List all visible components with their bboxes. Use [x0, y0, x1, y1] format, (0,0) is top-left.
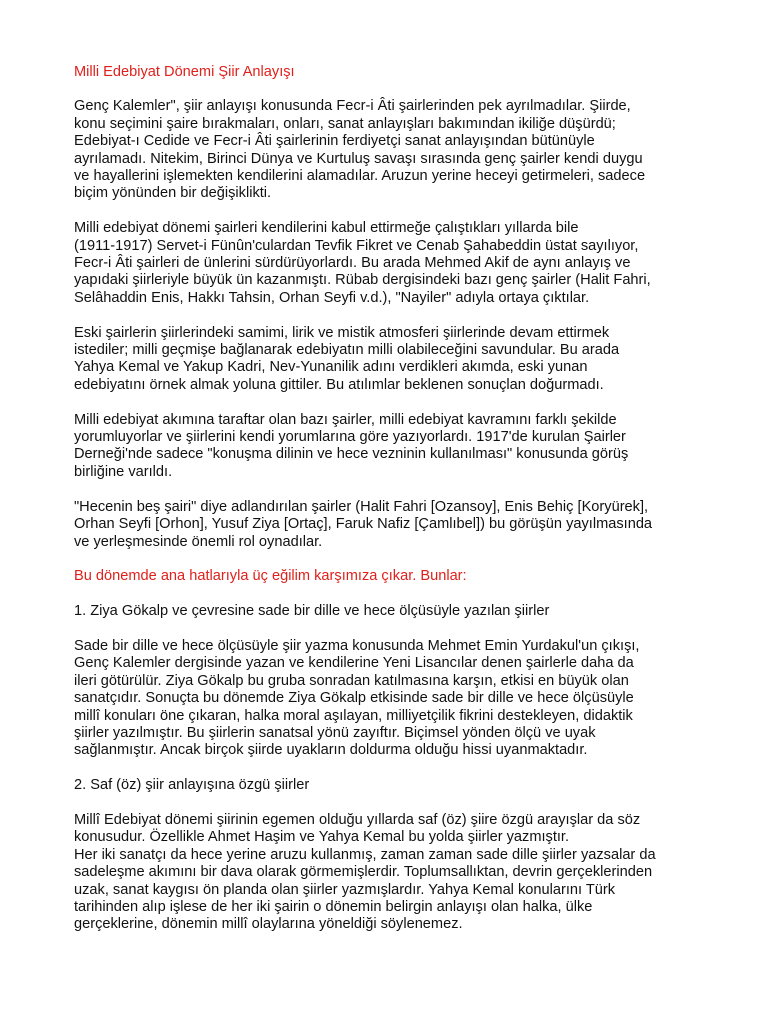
trend-1-body: Sade bir dille ve hece ölçüsüyle şiir yazma konusunda Mehmet Emin Yurdakul'un çıkışı, Genç Kalemler dergisinde yazan ve kendilerine Yeni Lisancılar denen şairlerle daha da ileri götürülür. Ziya Gökalp bu gruba sonradan katılmasına karşın, etkisi en büyük olan sanatçıdır. Sonuçta bu dönemde Ziya Gökalp etkisinde sade bir dille ve hece ölçüsüyle millî konuları öne çıkaran, halka moral aşılayan, milliyetçilik fikrini destekleyen, didaktik şiirler yazılmıştır. Bu şiirlerin sanatsal yönü zayıftır. Biçimsel yönden ölçü ve uyak sağlanmıştır. Ancak birçok şiirde uyakların doldurma olduğu hissi uyanmaktadır. [74, 637, 640, 759]
paragraph-1: Genç Kalemler", şiir anlayışı konusunda Fecr-i Âti şairlerinden pek ayrılmadılar. Şiirde, konu seçimini şaire bırakmaları, onları, sanat anlayışları bakımından ikiliğe düşürdü; Edebiyat-ı Cedide ve Fecr-i Âti şairlerinin ferdiyetçi sanat anlayışından bütünüyle ayrılamadı. Nitekim, Birinci Dünya ve Kurtuluş savaşı sırasında genç şairler kendi duygu ve hayallerini işlemekten kendilerini alamadılar. Aruzun yerine heceyi getirmeleri, sadece biçim yönünden bir değişiklikti. [74, 98, 646, 202]
paragraph-5: "Hecenin beş şairi" diye adlandırılan şairler (Halit Fahri [Ozansoy], Enis Behiç [Koryürek], Orhan Seyfi [Orhon], Yusuf Ziya [Ortaç], Faruk Nafiz [Çamlıbel]) bu görüşün yayılmasında ve yerleşmesinde önemli rol oynadılar. [74, 498, 653, 550]
document-title: Milli Edebiyat Dönemi Şiir Anlayışı [74, 64, 295, 80]
trend-1-heading: 1. Ziya Gökalp ve çevresine sade bir dille ve hece ölçüsüyle yazılan şiirler [74, 603, 550, 620]
paragraph-3: Eski şairlerin şiirlerindeki samimi, lirik ve mistik atmosferi şiirlerinde devam ettirmek istediler; milli geçmişe bağlanarak edebiyatın milli olabileceğini savundular. Bu arada Yahya Kemal ve Yakup Kadri, Nev-Yunanilik adını verdikleri akımda, eski yunan edebiyatını örnek almak yoluna gittiler. Bu atılımlar beklenen sonuçlan doğurmadı. [74, 324, 620, 393]
paragraph-4: Milli edebiyat akımına taraftar olan bazı şairler, milli edebiyat kavramını farklı şekilde yorumluyorlar ve şiirlerini kendi yorumlarına göre yazıyorlardı. 1917'de kurulan Şairler Derneği'nde sadece "konuşma dilinin ve hece vezninin kullanılması" konusunda görüş birliğine varıldı. [74, 411, 629, 480]
trend-2-heading: 2. Saf (öz) şiir anlayışına özgü şiirler [74, 777, 310, 794]
trend-2-body: Millî Edebiyat dönemi şiirinin egemen olduğu yıllarda saf (öz) şiire özgü arayışlar da söz konusudur. Özellikle Ahmet Haşim ve Yahya Kemal bu yolda şiirler yazmıştır. Her iki sanatçı da hece yerine aruzu kullanmış, zaman zaman sade dille şiirler yazsalar da sadeleşme akımını bir dava olarak görmemişlerdir. Toplumsallıktan, devrin gerçeklerinden uzak, sanat kaygısı ön planda olan şiirler yazmışlardır. Yahya Kemal konularını Türk tarihinden alıp işlese de her iki şairin o dönemin belirgin anlayışı olan halka, ülke gerçeklerine, dönemin millî olaylarına yöneldiği söylenemez. [74, 811, 656, 933]
section-heading: Bu dönemde ana hatlarıyla üç eğilim karşımıza çıkar. Bunlar: [74, 568, 467, 585]
paragraph-2: Milli edebiyat dönemi şairleri kendilerini kabul ettirmeğe çalıştıkları yıllarda bile (1911-1917) Servet-i Fünûn'culardan Tevfik Fikret ve Cenab Şahabeddin üstat sayılıyor, Fecr-i Âti şairleri de ünlerini sürdürüyorlardı. Bu arada Mehmed Akif de aynı anlayış ve yapıdaki şiirleriyle büyük ün kazanmıştı. Rübab dergisindeki bazı genç şairler (Halit Fahri, Selâhaddin Enis, Hakkı Tahsin, Orhan Seyfi v.d.), "Nayiler" adıyla ortaya çıktılar. [74, 220, 651, 306]
document-page [74, 64, 724, 951]
